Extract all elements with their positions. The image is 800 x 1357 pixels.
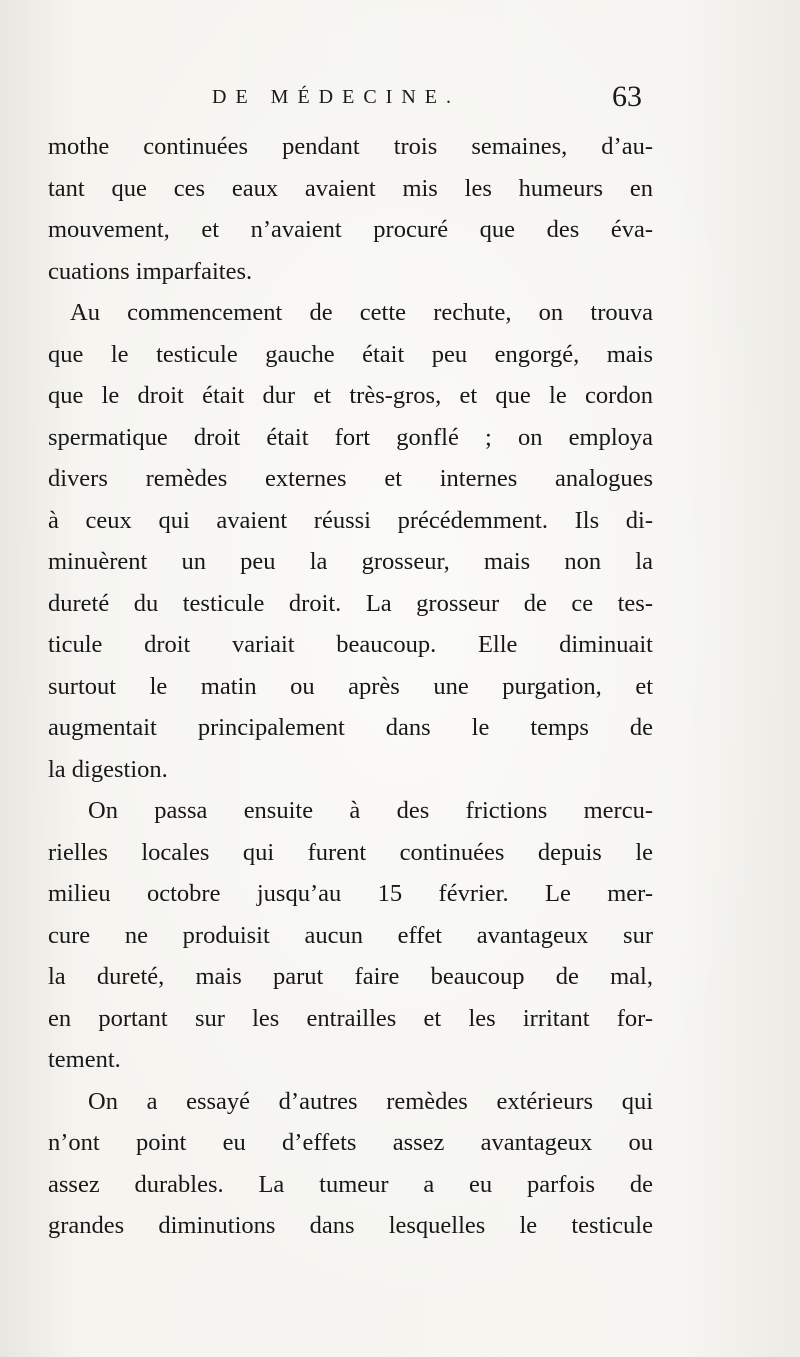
body-text [48,126,653,1247]
text-line: On passa ensuite à des frictions mercu- [88,797,653,824]
text-line: mouvement, et n’avaient procuré que des éva- [48,216,653,243]
text-line: minuèrent un peu la grosseur, mais non la [48,548,653,575]
text-line: que le testicule gauche était peu engorgé, mais [48,340,653,368]
text-line: surtout le matin ou après une purgation, et [48,672,653,700]
text-line: en portant sur les entrailles et les irritant for- [48,1004,653,1032]
text-line: cuations imparfaites. [48,257,253,285]
text-line: que le droit était dur et très-gros, et que le cordon [48,382,653,409]
text-line: mothe continuées pendant trois semaines, d’au- [48,133,653,160]
text-line: milieu octobre jusqu’au 15 février. Le mer- [48,880,653,907]
text-line: augmentait principalement dans le temps de [48,714,653,741]
text-line: grandes diminutions dans lesquelles le testicule [48,1212,653,1239]
text-line: divers remèdes externes et internes analogues [48,465,653,492]
text-line: spermatique droit était fort gonflé ; on employa [48,423,653,451]
text-line: ticule droit variait beaucoup. Elle diminuait [48,631,653,658]
running-title: DE MÉDECINE. [212,86,460,108]
text-line: rielles locales qui furent continuées depuis le [48,838,653,866]
text-line: assez durables. La tumeur a eu parfois de [48,1170,653,1198]
text-line: tant que ces eaux avaient mis les humeurs en [48,174,653,202]
text-line: On a essayé d’autres remèdes extérieurs qui [88,1087,653,1115]
text-line: la digestion. [48,755,168,783]
text-line: à ceux qui avaient réussi précédemment. Ils di- [48,506,653,534]
text-line: la dureté, mais parut faire beaucoup de mal, [48,963,653,990]
page-number: 63 [612,80,642,113]
text-line: n’ont point eu d’effets assez avantageux ou [48,1129,653,1156]
text-line: tement. [48,1046,121,1073]
text-line: cure ne produisit aucun effet avantageux sur [48,921,653,949]
text-line: Au commencement de cette rechute, on trouva [70,299,653,326]
text-line: dureté du testicule droit. La grosseur de ce tes- [48,589,653,617]
